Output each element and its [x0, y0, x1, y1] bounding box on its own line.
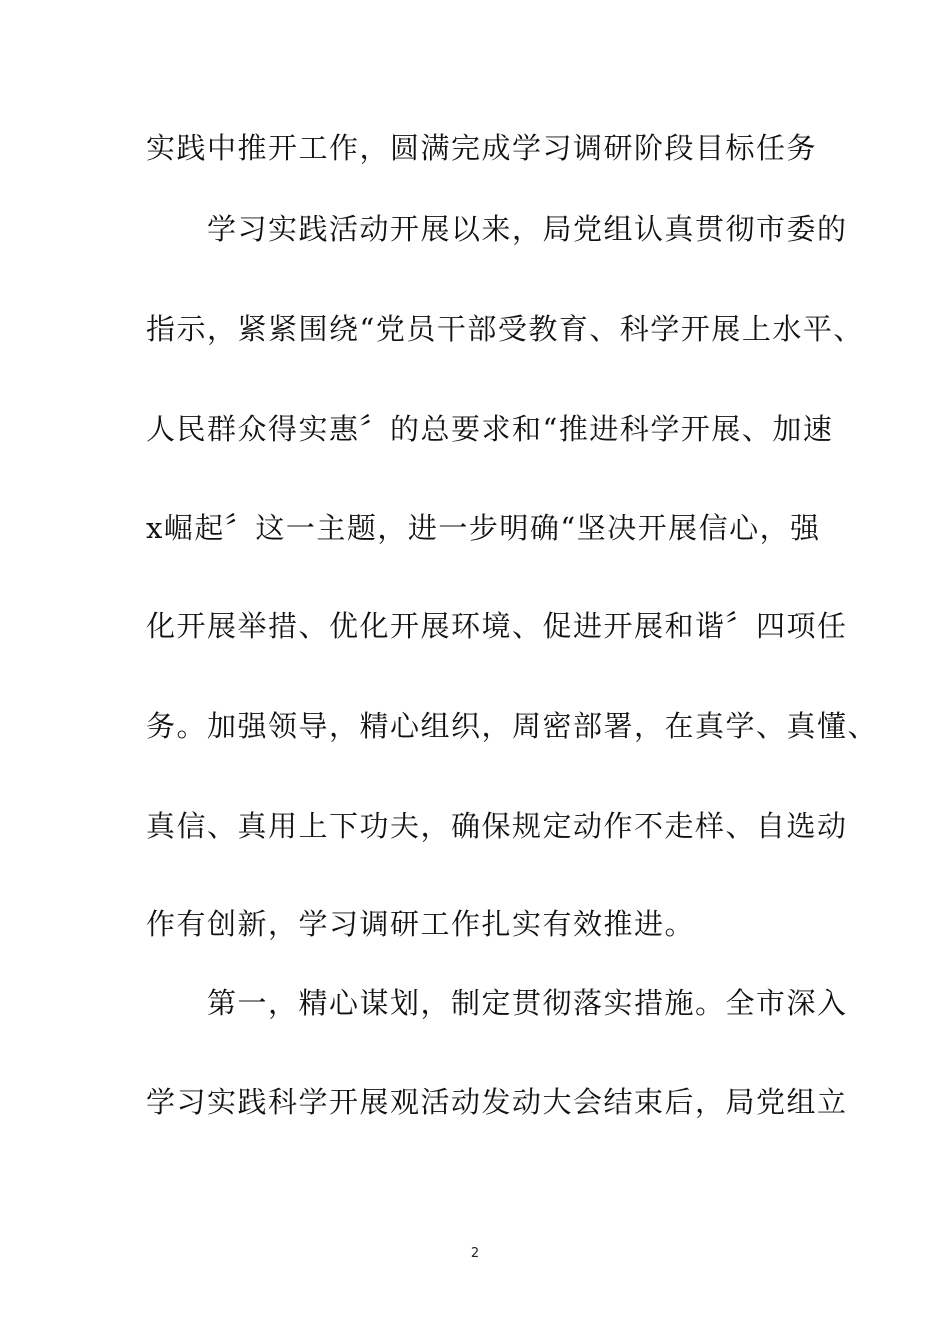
text-line: 务。加强领导，精心组织，周密部署，在真学、真懂、 [146, 709, 879, 743]
text-line: 第一，精心谋划，制定贯彻落实措施。全市深入 [146, 986, 848, 1020]
text-line: 指示，紧紧围绕“党员干部受教育、科学开展上水平、 [146, 312, 864, 346]
text-line: 作有创新，学习调研工作扎实有效推进。 [146, 907, 696, 941]
text-line: 人民群众得实惠〞的总要求和“推进科学开展、加速 [146, 412, 834, 446]
text-line: 学习实践活动开展以来，局党组认真贯彻市委的 [146, 212, 848, 246]
text-line: 实践中推开工作，圆满完成学习调研阶段目标任务 [146, 131, 818, 165]
text-line: x崛起〞这一主题，进一步明确“坚决开展信心，强 [146, 511, 821, 545]
page-number: 2 [470, 1246, 480, 1261]
text-line: 化开展举措、优化开展环境、促进开展和谐〞四项任 [146, 609, 848, 643]
text-line: 真信、真用上下功夫，确保规定动作不走样、自选动 [146, 809, 848, 843]
text-line: 学习实践科学开展观活动发动大会结束后，局党组立 [146, 1085, 848, 1119]
